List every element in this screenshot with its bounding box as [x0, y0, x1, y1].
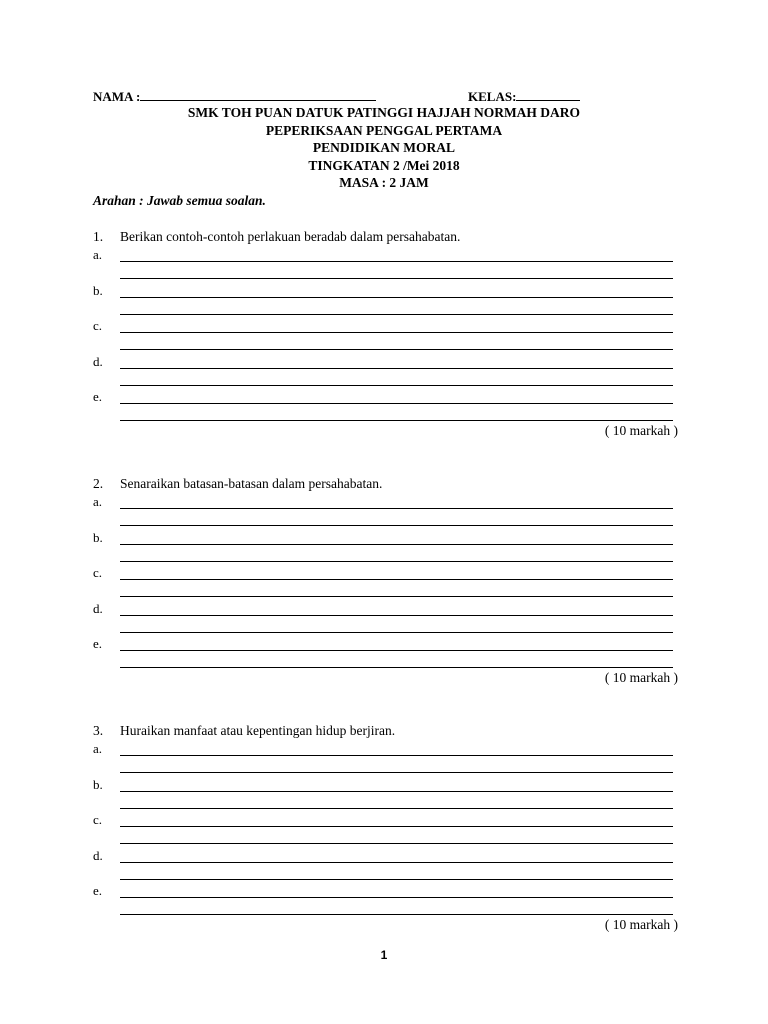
- answer-item-label: b.: [93, 529, 103, 545]
- answer-item-label: d.: [93, 353, 103, 369]
- answer-item-label: b.: [93, 776, 103, 792]
- answer-line[interactable]: [120, 332, 673, 333]
- question-2: [93, 476, 678, 691]
- answer-item-label: d.: [93, 847, 103, 863]
- nama-field: [93, 88, 376, 105]
- question-number: 2.: [93, 476, 104, 491]
- answer-item-label: a.: [93, 247, 103, 262]
- question-number: 3.: [93, 723, 104, 738]
- answer-item-label: b.: [93, 282, 103, 298]
- answer-item-label: a.: [93, 494, 103, 509]
- answer-line[interactable]: [120, 561, 673, 562]
- answer-item-label: a.: [93, 741, 103, 756]
- question-3: [93, 723, 678, 938]
- question-text: Berikan contoh-contoh perlakuan beradab dalam persahabatan.: [120, 229, 461, 244]
- exam-title: PEPERIKSAAN PENGGAL PERTAMA: [265, 123, 503, 138]
- level-date: TINGKATAN 2 /Mei 2018: [308, 158, 460, 173]
- answer-item-label: e.: [93, 883, 103, 898]
- answer-line[interactable]: [120, 544, 673, 545]
- answer-line[interactable]: [120, 278, 673, 279]
- answer-line[interactable]: [120, 615, 673, 616]
- answer-line[interactable]: [120, 843, 673, 844]
- marks-label: ( 10 markah ): [604, 670, 678, 685]
- question-heading: [93, 229, 460, 245]
- school-name: SMK TOH PUAN DATUK PATINGGI HAJJAH NORMAH DARO: [187, 105, 581, 120]
- answer-line[interactable]: [120, 261, 673, 262]
- answer-item-label: c.: [93, 812, 103, 827]
- answer-line[interactable]: [120, 826, 673, 827]
- answer-item-label: c.: [93, 565, 103, 580]
- answer-line[interactable]: [120, 297, 673, 298]
- answer-line[interactable]: [120, 808, 673, 809]
- marks-label: ( 10 markah ): [604, 917, 678, 932]
- answer-line[interactable]: [120, 420, 673, 421]
- student-info-row: [93, 88, 693, 106]
- answer-line[interactable]: [120, 772, 673, 773]
- question-text: Senaraikan batasan-batasan dalam persahabatan.: [120, 476, 383, 491]
- answer-line[interactable]: [120, 579, 673, 580]
- answer-line[interactable]: [120, 368, 673, 369]
- instructions: Arahan : Jawab semua soalan.: [93, 193, 266, 208]
- duration: MASA : 2 JAM: [339, 175, 429, 190]
- nama-blank: [140, 88, 376, 101]
- subject-title: PENDIDIKAN MORAL: [312, 140, 456, 155]
- answer-line[interactable]: [120, 897, 673, 898]
- answer-line[interactable]: [120, 667, 673, 668]
- answer-line[interactable]: [120, 508, 673, 509]
- nama-label: NAMA :: [93, 89, 141, 104]
- answer-line[interactable]: [120, 403, 673, 404]
- question-number: 1.: [93, 229, 104, 244]
- marks-label: ( 10 markah ): [604, 423, 678, 438]
- kelas-field: [468, 88, 580, 105]
- answer-item-label: e.: [93, 636, 103, 651]
- kelas-label: KELAS:: [468, 89, 517, 104]
- answer-item-label: d.: [93, 600, 103, 616]
- answer-line[interactable]: [120, 791, 673, 792]
- answer-line[interactable]: [120, 349, 673, 350]
- answer-line[interactable]: [120, 596, 673, 597]
- answer-item-label: e.: [93, 389, 103, 404]
- answer-line[interactable]: [120, 650, 673, 651]
- answer-line[interactable]: [120, 879, 673, 880]
- page-number: 1: [380, 948, 388, 962]
- question-heading: [93, 476, 382, 492]
- answer-line[interactable]: [120, 314, 673, 315]
- question-1: [93, 229, 678, 444]
- answer-line[interactable]: [120, 862, 673, 863]
- answer-item-label: c.: [93, 318, 103, 333]
- question-text: Huraikan manfaat atau kepentingan hidup berjiran.: [120, 723, 396, 738]
- answer-line[interactable]: [120, 385, 673, 386]
- kelas-blank: [516, 88, 580, 101]
- answer-line[interactable]: [120, 914, 673, 915]
- answer-line[interactable]: [120, 632, 673, 633]
- answer-line[interactable]: [120, 525, 673, 526]
- question-heading: [93, 723, 395, 739]
- answer-line[interactable]: [120, 755, 673, 756]
